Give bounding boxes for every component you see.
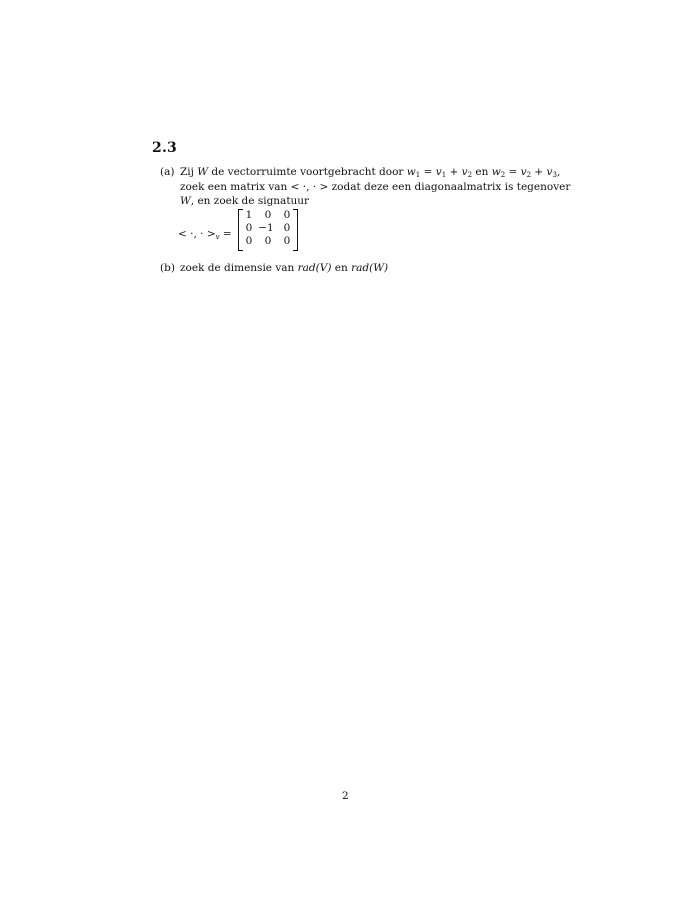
page-number: 2: [342, 790, 349, 802]
text: +: [446, 166, 462, 178]
matrix-cell: 0: [245, 235, 253, 247]
math-v2b-sub: 2: [526, 171, 532, 179]
item-a-line-3: [180, 195, 309, 207]
math-v2: v: [461, 166, 468, 178]
matrix-cell: 0: [283, 209, 291, 221]
item-b-line-1: [180, 262, 388, 274]
matrix: [238, 209, 298, 250]
section-title: 2.3: [152, 140, 177, 156]
math-w2: w: [491, 166, 501, 178]
math-rad: rad: [297, 262, 316, 274]
math-v3: v: [546, 166, 553, 178]
text: ,: [556, 166, 561, 178]
item-a-line-2: zoek een matrix van < ·, · > zodat deze een diagonaalmatrix is tegenover: [180, 181, 571, 193]
equals: =: [219, 228, 232, 240]
matrix-cell: 0: [283, 235, 291, 247]
matrix-cell: 1: [245, 209, 253, 221]
math-arg: (V): [315, 262, 332, 274]
text: en: [472, 166, 492, 178]
math-w1-sub: 1: [415, 171, 421, 179]
text: , en zoek de signatuur: [190, 195, 310, 207]
text: zoek de dimensie van: [180, 262, 298, 274]
matrix-cell: 0: [245, 222, 253, 234]
math-w2-sub: 2: [500, 171, 506, 179]
math-W: W: [180, 195, 191, 207]
text: de vectorruimte voortgebracht door: [208, 166, 407, 178]
text: en: [331, 262, 352, 274]
text: =: [505, 166, 521, 178]
item-a-label: (a): [160, 166, 175, 178]
math-W: W: [197, 166, 209, 178]
math-v2-sub: 2: [467, 171, 473, 179]
math-arg: (W): [369, 262, 389, 274]
math-v1-sub: 1: [441, 171, 447, 179]
item-a-line-1: [180, 166, 560, 179]
text: +: [531, 166, 547, 178]
matrix-cell: 0: [264, 235, 272, 247]
matrix-cell: 0: [264, 209, 272, 221]
text: Zij: [180, 166, 198, 178]
math-w1: w: [406, 166, 416, 178]
matrix-cell: −1: [258, 222, 274, 234]
math-v1: v: [435, 166, 442, 178]
inner-product: < ·, · >: [178, 228, 216, 240]
inner-product-sub: v: [215, 233, 220, 241]
text: =: [420, 166, 436, 178]
matrix-cell: 0: [283, 222, 291, 234]
math-v2b: v: [520, 166, 527, 178]
matrix-lhs: [178, 228, 232, 241]
item-b-label: (b): [160, 262, 175, 274]
math-v3-sub: 3: [552, 171, 557, 179]
math-rad: rad: [351, 262, 370, 274]
